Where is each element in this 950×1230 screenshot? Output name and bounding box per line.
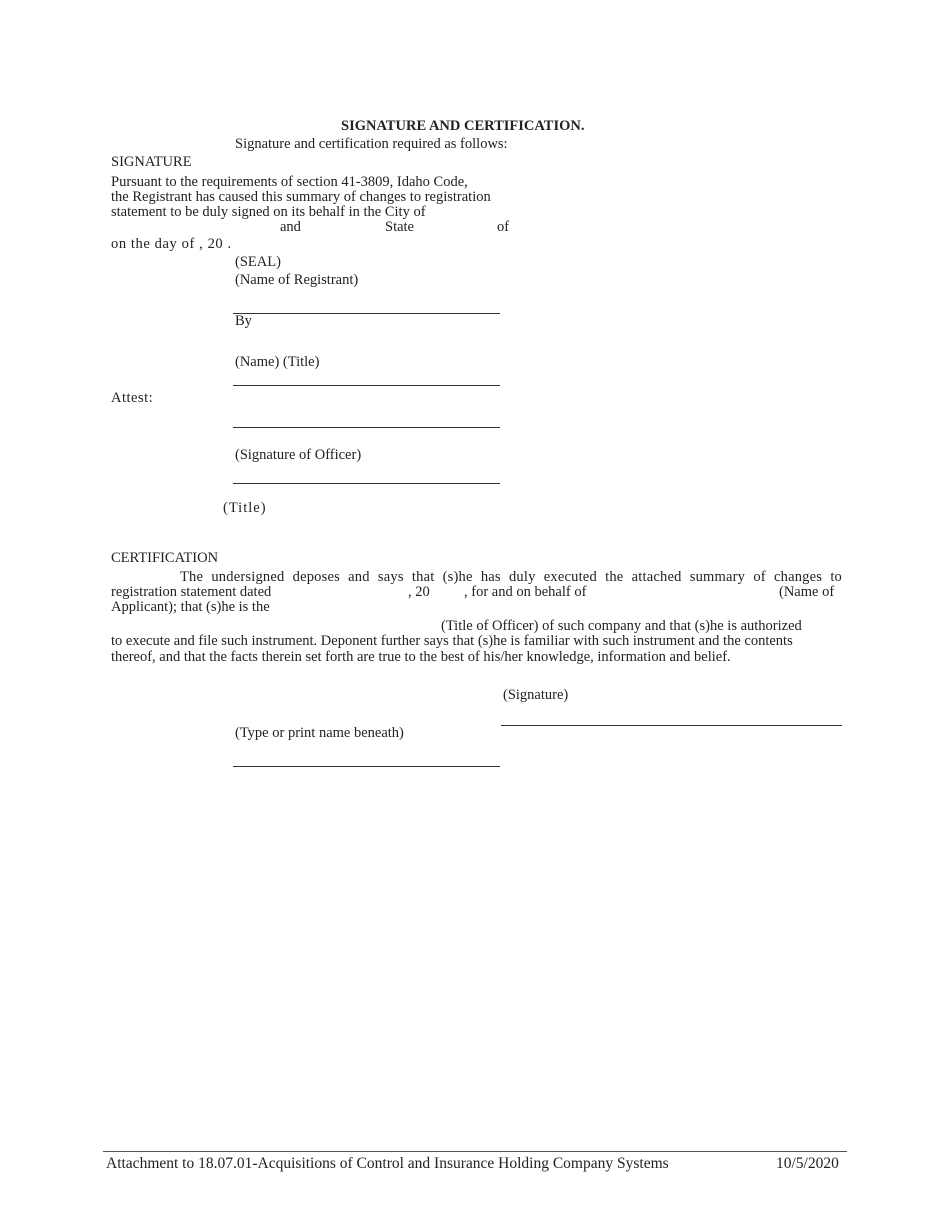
document-title: SIGNATURE AND CERTIFICATION. [341, 118, 585, 134]
certification-line-6: thereof, and that the facts therein set forth are true to the best of his/her knowledge, information and belief. [111, 649, 731, 665]
certification-line-2-name-of: (Name of [779, 584, 835, 600]
name-title-line[interactable] [233, 385, 500, 386]
signature-paragraph-line-1: Pursuant to the requirements of section 41-3809, Idaho Code, [111, 174, 468, 190]
certification-line-2-start: registration statement dated [111, 584, 272, 600]
certification-line-1: The undersigned deposes and says that (s)he has duly executed the attached summary of changes to [180, 569, 842, 585]
footer-divider [103, 1151, 847, 1152]
certification-heading: CERTIFICATION [111, 550, 219, 566]
signature-paragraph-of: of [497, 219, 510, 235]
name-of-registrant-label: (Name of Registrant) [235, 272, 359, 288]
signature-paragraph-line-2: the Registrant has caused this summary of changes to registration [111, 189, 491, 205]
signature-of-officer-label: (Signature of Officer) [235, 447, 362, 463]
footer-text: Attachment to 18.07.01-Acquisitions of Control and Insurance Holding Company Systems [106, 1155, 669, 1172]
intro-text: Signature and certification required as follows: [235, 136, 508, 152]
title-label: (Title) [223, 500, 267, 516]
name-title-label: (Name) (Title) [235, 354, 320, 370]
certification-line-4: (Title of Officer) of such company and that (s)he is authorized [441, 618, 802, 634]
signature-heading: SIGNATURE [111, 154, 192, 170]
signature-label: (Signature) [503, 687, 569, 703]
officer-title-line[interactable] [233, 483, 500, 484]
certification-line-2-year: , 20 [408, 584, 430, 600]
certification-line-2-behalf: , for and on behalf of [464, 584, 587, 600]
print-name-label: (Type or print name beneath) [235, 725, 404, 741]
footer-date: 10/5/2020 [776, 1155, 839, 1172]
signature-paragraph-line-3: statement to be duly signed on its behalf in the City of [111, 204, 426, 220]
day-line: on the day of , 20 . [111, 236, 232, 252]
attest-label: Attest: [111, 390, 154, 406]
print-name-line[interactable] [233, 766, 500, 767]
signature-paragraph-and: and [280, 219, 301, 235]
signature-paragraph-state: State [385, 219, 414, 235]
seal-label: (SEAL) [235, 254, 281, 270]
registrant-signature-line[interactable] [233, 313, 500, 314]
certification-signature-line[interactable] [501, 725, 842, 726]
certification-line-5: to execute and file such instrument. Deponent further says that (s)he is familiar with such instrument and the contents [111, 633, 793, 649]
certification-line-3: Applicant); that (s)he is the [111, 599, 270, 615]
by-label: By [235, 313, 252, 329]
attest-signature-line[interactable] [233, 427, 500, 428]
